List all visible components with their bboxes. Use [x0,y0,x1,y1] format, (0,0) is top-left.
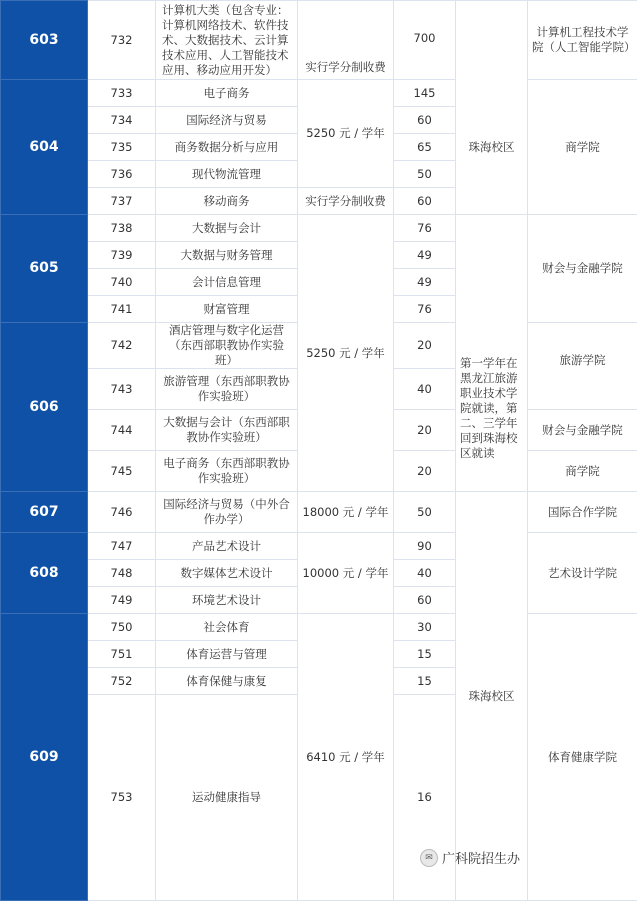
group-code: 605 [1,215,88,323]
group-code: 603 [1,1,88,80]
major-code: 751 [88,641,156,668]
major-code: 739 [88,242,156,269]
plan-count: 90 [394,533,456,560]
group-code: 604 [1,80,88,215]
major-code: 738 [88,215,156,242]
plan-count: 16 [394,695,456,901]
major-name: 电子商务（东西部职教协作实验班） [156,451,298,492]
plan-count: 65 [394,134,456,161]
major-name: 体育运营与管理 [156,641,298,668]
major-name: 社会体育 [156,614,298,641]
table-row [1,533,637,560]
watermark-label: 广科院招生办 [442,848,520,867]
fee-cell: 5250 元 / 学年 [298,215,394,492]
college-cell: 财会与金融学院 [528,215,637,323]
college-cell: 国际合作学院 [528,492,637,533]
major-code: 753 [88,695,156,901]
plan-count: 40 [394,369,456,410]
plan-count: 49 [394,269,456,296]
major-name: 财富管理 [156,296,298,323]
fee-cell: 6410 元 / 学年 [298,614,394,901]
major-code: 752 [88,668,156,695]
major-name: 大数据与财务管理 [156,242,298,269]
plan-count: 50 [394,161,456,188]
plan-count: 20 [394,323,456,369]
major-name: 酒店管理与数字化运营（东西部职教协作实验班） [156,323,298,369]
major-name: 国际经济与贸易（中外合作办学） [156,492,298,533]
major-name: 运动健康指导 [156,695,298,901]
major-name: 商务数据分析与应用 [156,134,298,161]
plan-count: 30 [394,614,456,641]
plan-count: 76 [394,215,456,242]
table-row [1,215,637,242]
college-cell: 计算机工程技术学院（人工智能学院） [528,1,637,80]
major-code: 747 [88,533,156,560]
major-code: 740 [88,269,156,296]
major-code: 746 [88,492,156,533]
major-code: 735 [88,134,156,161]
plan-count: 20 [394,410,456,451]
college-cell: 商学院 [528,80,637,215]
major-code: 742 [88,323,156,369]
college-cell: 体育健康学院 [528,614,637,901]
group-code: 607 [1,492,88,533]
plan-count: 20 [394,451,456,492]
fee-cell: 10000 元 / 学年 [298,533,394,614]
plan-count: 15 [394,641,456,668]
group-code: 606 [1,323,88,492]
major-code: 737 [88,188,156,215]
major-name: 电子商务 [156,80,298,107]
major-name: 国际经济与贸易 [156,107,298,134]
major-code: 736 [88,161,156,188]
major-name: 旅游管理（东西部职教协作实验班） [156,369,298,410]
fee-cell: 5250 元 / 学年 [298,80,394,188]
campus-cell: 第一学年在黑龙江旅游职业技术学院就读，第二、三学年回到珠海校区就读 [456,215,528,492]
table-row [1,492,637,533]
major-code: 741 [88,296,156,323]
major-name: 计算机大类（包含专业：计算机网络技术、软件技术、大数据技术、云计算技术应用、人工智能技术应用、移动应用开发） [156,1,298,80]
college-cell: 艺术设计学院 [528,533,637,614]
major-name: 移动商务 [156,188,298,215]
major-name: 环境艺术设计 [156,587,298,614]
plan-count: 145 [394,80,456,107]
college-cell: 商学院 [528,451,637,492]
plan-count: 40 [394,560,456,587]
major-name: 现代物流管理 [156,161,298,188]
major-code: 743 [88,369,156,410]
group-code: 609 [1,614,88,901]
watermark [420,848,520,867]
major-name: 体育保健与康复 [156,668,298,695]
plan-count: 76 [394,296,456,323]
table-row [1,1,637,80]
major-name: 会计信息管理 [156,269,298,296]
plan-count: 60 [394,587,456,614]
major-code: 750 [88,614,156,641]
fee-cell: 18000 元 / 学年 [298,492,394,533]
major-code: 748 [88,560,156,587]
major-code: 734 [88,107,156,134]
fee-cell: 实行学分制收费 [298,188,394,215]
plan-count: 60 [394,107,456,134]
major-code: 745 [88,451,156,492]
campus-cell: 珠海校区 [456,492,528,901]
major-name: 大数据与会计（东西部职教协作实验班） [156,410,298,451]
group-code: 608 [1,533,88,614]
major-name: 数字媒体艺术设计 [156,560,298,587]
plan-count: 50 [394,492,456,533]
major-code: 744 [88,410,156,451]
plan-count: 15 [394,668,456,695]
major-name: 大数据与会计 [156,215,298,242]
college-cell: 旅游学院 [528,323,637,410]
plan-count: 49 [394,242,456,269]
table-row [1,614,637,641]
table-row [1,80,637,107]
wechat-icon: ✉ [420,849,438,867]
major-code: 732 [88,1,156,80]
plan-count: 60 [394,188,456,215]
major-name: 产品艺术设计 [156,533,298,560]
college-cell: 财会与金融学院 [528,410,637,451]
fee-cell: 实行学分制收费 [298,1,394,80]
major-code: 733 [88,80,156,107]
plan-count: 700 [394,1,456,80]
campus-cell: 珠海校区 [456,1,528,215]
major-code: 749 [88,587,156,614]
